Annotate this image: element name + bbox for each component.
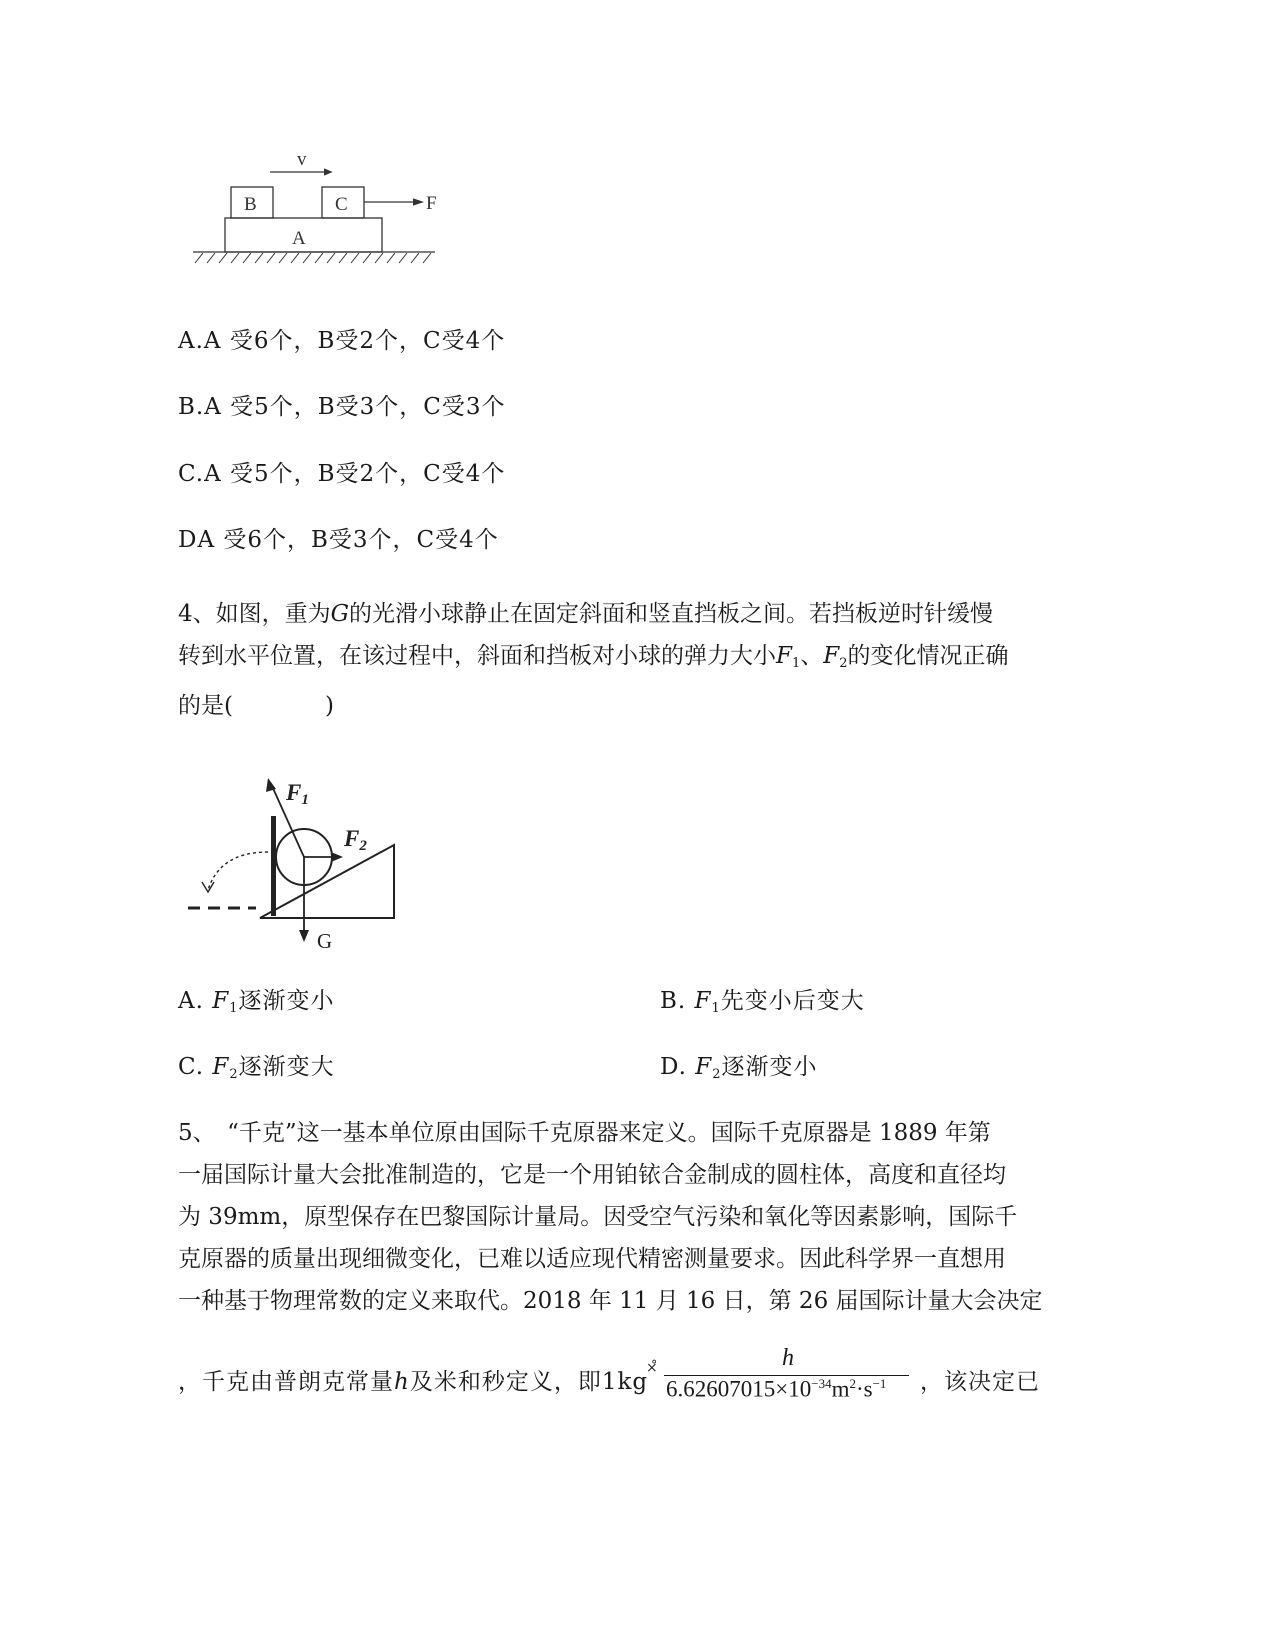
q4-option-d: D. $F_2$逐渐变小	[660, 1054, 818, 1082]
g-label: G	[317, 929, 333, 952]
q5-line-3: 为 39mm，原型保存在巴黎国际计量局。因受空气污染和氧化等因素影响，国际千	[178, 1204, 1018, 1230]
kilogram-formula	[664, 1345, 914, 1405]
formula-numerator: h	[782, 1345, 794, 1371]
formula-denominator: $6.62607015\times 10^{-34}m^2\cdot s^{-1}$	[666, 1376, 887, 1402]
q5-line-5: 一种基于物理常数的定义来取代。2018 年 11 月 16 日，第 26 届国际计量大会决定	[178, 1288, 1043, 1314]
block-b-label: B	[244, 194, 257, 215]
velocity-label: v	[297, 149, 307, 170]
q4-line-2: 转到水平位置，在该过程中，斜面和挡板对小球的弹力大小$F_1$、$F_2$的变化情况正确	[178, 643, 1009, 671]
figure-blocks	[185, 145, 455, 275]
slab-a-label: A	[292, 228, 306, 249]
question-5	[178, 1112, 1058, 1322]
question-4	[178, 593, 1058, 727]
q4-line-1: 4、如图，重为G的光滑小球静止在固定斜面和竖直挡板之间。若挡板逆时针缓慢	[178, 601, 994, 627]
f1-label: F1	[286, 780, 309, 808]
f2-label: F2	[344, 826, 367, 854]
option-d: DA 受6个，B受3个，C受4个	[178, 527, 499, 553]
q5-line-4: 克原器的质量出现细微变化，已难以适应现代精密测量要求。因此科学界一直想用	[178, 1246, 1006, 1272]
q4-option-b: B. $F_1$先变小后变大	[660, 988, 865, 1016]
option-a: A.A 受6个，B受2个，C受4个	[178, 328, 506, 354]
q4-option-a: A. $F_1$逐渐变小	[178, 988, 335, 1016]
q5-last-line-end: ，该决定已	[920, 1369, 1040, 1395]
force-f-label: F	[426, 193, 437, 214]
option-b: B.A 受5个，B受3个，C受3个	[178, 394, 506, 420]
block-c-label: C	[335, 194, 348, 215]
figure-incline	[180, 772, 415, 952]
q4-option-c: C. $F_2$逐渐变大	[178, 1054, 335, 1082]
q5-last-line-start: ，千克由普朗克常量h及米和秒定义，即1kg	[178, 1369, 649, 1395]
q4-line-3: 的是( )	[178, 693, 334, 719]
q5-line-1: 5、 “千克”这一基本单位原由国际千克原器来定义。国际千克原器是 1889 年第	[178, 1120, 991, 1146]
q5-line-2: 一届国际计量大会批准制造的，它是一个用铂铱合金制成的圆柱体，高度和直径均	[178, 1162, 1006, 1188]
equivalence-mark: ×̊	[646, 1360, 658, 1376]
option-c: C.A 受5个，B受2个，C受4个	[178, 461, 506, 487]
